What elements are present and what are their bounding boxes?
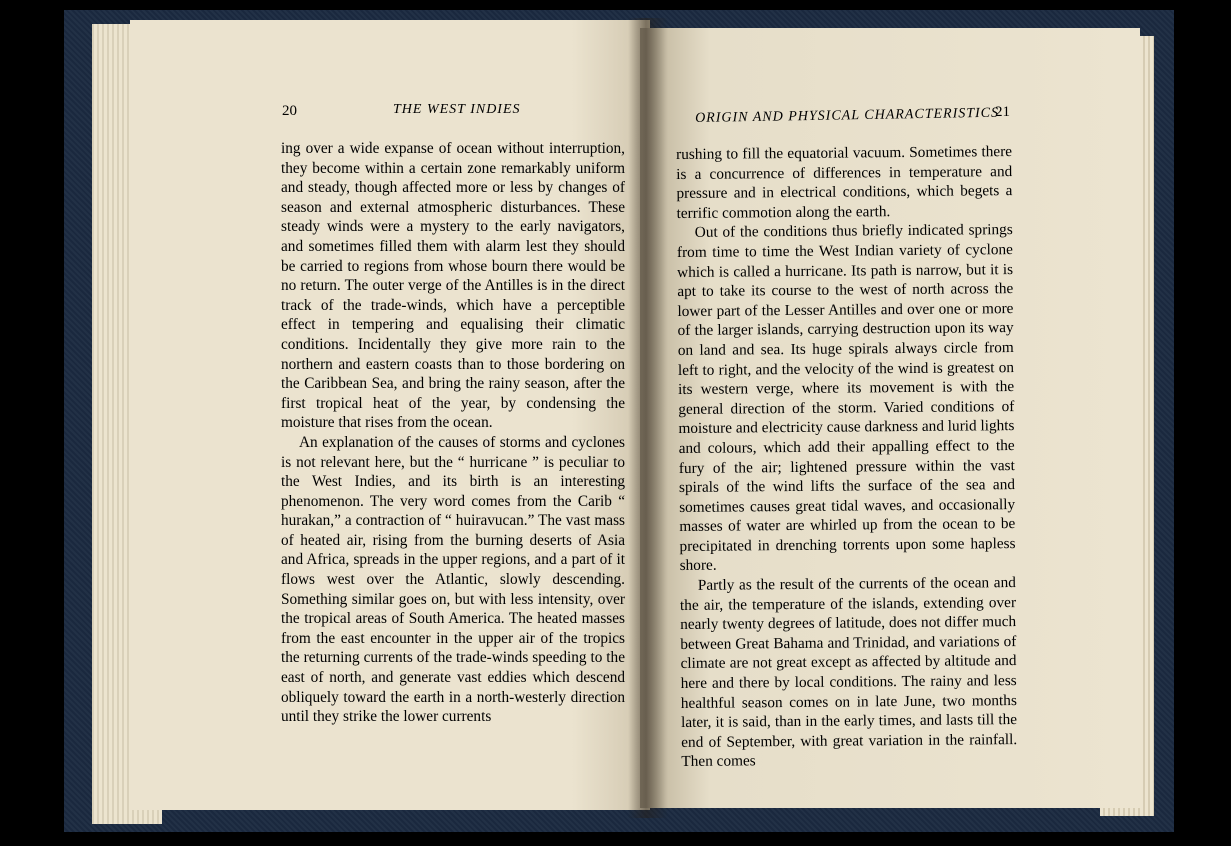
- book-gutter: [628, 18, 668, 818]
- right-running-head: ORIGIN AND PHYSICAL CHARACTERISTICS: [695, 105, 1000, 126]
- right-paragraph-3: Partly as the result of the currents of the ocean and the air, the temperature of the islands, extending over nearly twenty degrees of latitude, does not differ much between Great Bahama and Trinidad, and variations of climate are not great except as affected by altitude and here and there by local conditions. The rainy and less healthful season comes on in late June, two months later, it is said, than in the early times, and lasts till the end of September, with great variation in the rainfall. Then comes: [679, 574, 1018, 771]
- left-page-text: [281, 139, 625, 727]
- left-paragraph-2: An explanation of the causes of storms and cyclones is not relevant here, but the “ hurricane ” is peculiar to the West Indies, and its birth is an interesting phenomenon. The very word comes from the Carib “ hurakan,” a contraction of “ huiravucan.” The vast mass of heated air, rising from the burning deserts of Asia and Africa, spreads in the upper regions, and a part of it flows west over the Atlantic, slowly descending. Something similar goes on, but with less intensity, over the tropical areas of South America. The heated masses from the east encounter in the upper air of the tropics the returning currents of the trade-winds speeding to the east of north, and generate vast eddies which descend obliquely toward the earth in a north-westerly direction until they strike the lower currents: [281, 433, 625, 726]
- right-page-number: 21: [995, 104, 1010, 120]
- right-paragraph-1: rushing to fill the equatorial vacuum. Sometimes there is a concurrence of differences in temperature and pressure and in electrical conditions, which begets a terrific commotion along the earth.: [676, 143, 1013, 222]
- right-page-text: [676, 142, 1017, 772]
- left-running-head: THE WEST INDIES: [393, 102, 521, 117]
- left-page-number: 20: [282, 103, 297, 119]
- right-paragraph-2: Out of the conditions thus briefly indicated springs from time to time the West Indian variety of cyclone which is called a hurricane. Its path is narrow, but it is apt to take its course to the west of north across the lower part of the Lesser Antilles and over one or more of the larger islands, carrying destruction upon its way on land and sea. Its huge spirals always circle from left to right, and the velocity of the wind is greatest on its western verge, where its movement is with the general direction of the storm. Varied conditions of moisture and electricity cause darkness and lurid lights and colours, which add their appalling effect to the fury of the air; lightened pressure within the vast spirals of the wind lifts the surface of the sea and sometimes causes great tidal waves, and occasionally masses of water are whirled up from the ocean to be precipitated in drenching torrents upon some hapless shore.: [676, 221, 1016, 575]
- left-paragraph-1: ing over a wide expanse of ocean without interruption, they become within a certain zone remarkably uniform and steady, though affected more or less by changes of season and external atmospheric disturbances. These steady winds were a mystery to the early navigators, and sometimes filled them with alarm lest they should be carried to regions from whose bourn there would be no return. The outer verge of the Antilles is in the direct track of the trade-winds, which have a perceptible effect in tempering and equalising their climatic conditions. Incidentally they give more rain to the northern and eastern coasts than to those bordering on the Caribbean Sea, and bring the rainy season, after the first tropical heat of the year, by condensing the moisture that rises from the ocean.: [281, 140, 625, 432]
